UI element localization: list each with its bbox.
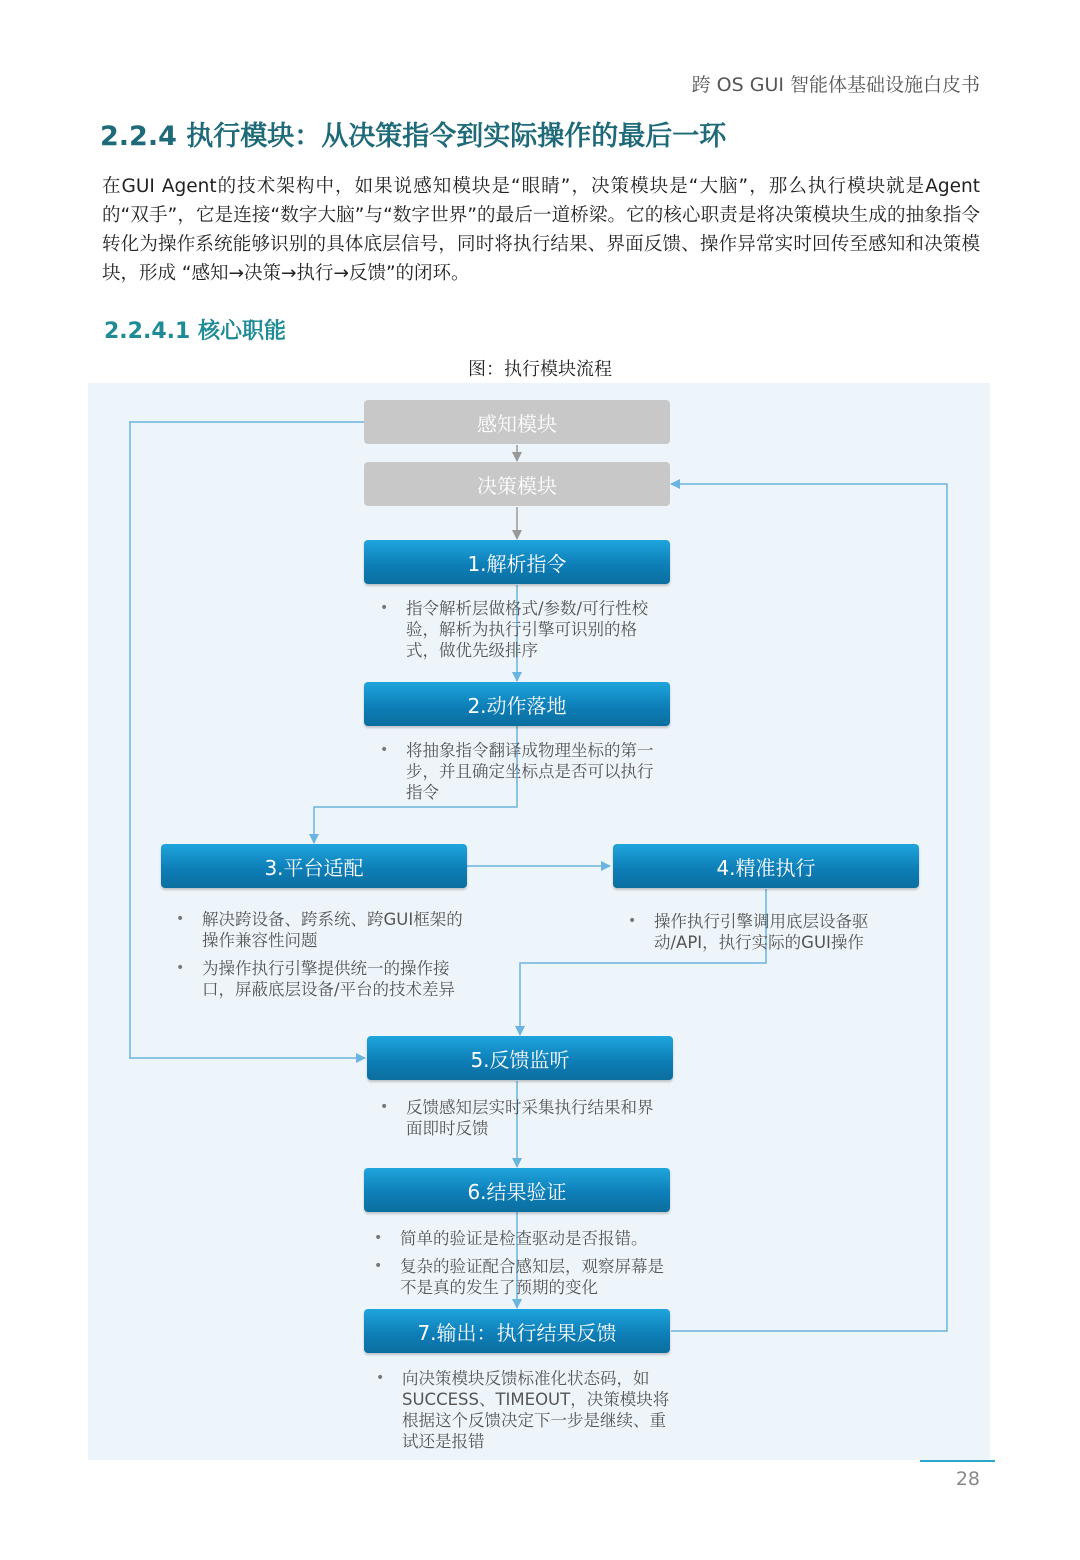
step3-bullet-1: • 解决跨设备、跨系统、跨GUI框架的操作兼容性问题 [174,909,464,951]
step6-bullet-2: • 复杂的验证配合感知层，观察屏幕是不是真的发生了预期的变化 [372,1256,672,1298]
arrow-step7-to-decision [671,484,947,1331]
step7-output-feedback-box: 7.输出：执行结果反馈 [364,1309,670,1353]
footer-divider [920,1460,995,1462]
step2-bullet-1: • 将抽象指令翻译成物理坐标的第一步，并且确定坐标点是否可以执行指令 [378,740,668,803]
perception-module-box: 感知模块 [364,400,670,444]
execution-flow-figure [88,383,990,1460]
step4-description [626,911,916,960]
step7-bullet-1: • 向决策模块反馈标准化状态码，如SUCCESS、TIMEOUT，决策模块将根据这个反馈决定下一步是继续、重试还是报错 [374,1368,674,1452]
step5-feedback-monitor-box: 5.反馈监听 [367,1036,673,1080]
step6-description [372,1228,672,1305]
step1-bullet-1: • 指令解析层做格式/参数/可行性校验，解析为执行引擎可识别的格式，做优先级排序 [378,598,668,661]
page-number: 28 [955,1468,980,1490]
step1-parse-instruction-box: 1.解析指令 [364,540,670,584]
decision-module-box: 决策模块 [364,462,670,506]
step3-description [174,909,464,1007]
step1-description [378,598,668,668]
step2-description [378,740,668,810]
subsection-title: 2.2.4.1 核心职能 [104,319,286,344]
step6-bullet-1: • 简单的验证是检查驱动是否报错。 [372,1228,672,1249]
section-title: 2.2.4 执行模块：从决策指令到实际操作的最后一环 [100,121,727,152]
document-header-title: 跨 OS GUI 智能体基础设施白皮书 [691,74,980,96]
step4-bullet-1: • 操作执行引擎调用底层设备驱动/API，执行实际的GUI操作 [626,911,916,953]
body-paragraph: 在GUI Agent的技术架构中，如果说感知模块是“眼睛”，决策模块是“大脑”，那么执行模块就是Agent的“双手”，它是连接“数字大脑”与“数字世界”的最后一道桥梁。它的核心职责是将决策模块生成的抽象指令转化为操作系统能够识别的具体底层信号，同时将执行结果、界面反馈、操作异常实时回传至感知和决策模块，形成 “感知→决策→执行→反馈”的闭环。 [102,176,980,284]
step7-description [374,1368,674,1459]
step5-description [378,1097,668,1146]
step5-bullet-1: • 反馈感知层实时采集执行结果和界面即时反馈 [378,1097,668,1139]
figure-caption: 图：执行模块流程 [468,359,612,380]
step2-action-landing-box: 2.动作落地 [364,682,670,726]
step3-bullet-2: • 为操作执行引擎提供统一的操作接口，屏蔽底层设备/平台的技术差异 [174,958,464,1000]
step6-result-verification-box: 6.结果验证 [364,1168,670,1212]
step4-precise-execution-box: 4.精准执行 [613,844,919,888]
step3-platform-adaptation-box: 3.平台适配 [161,844,467,888]
